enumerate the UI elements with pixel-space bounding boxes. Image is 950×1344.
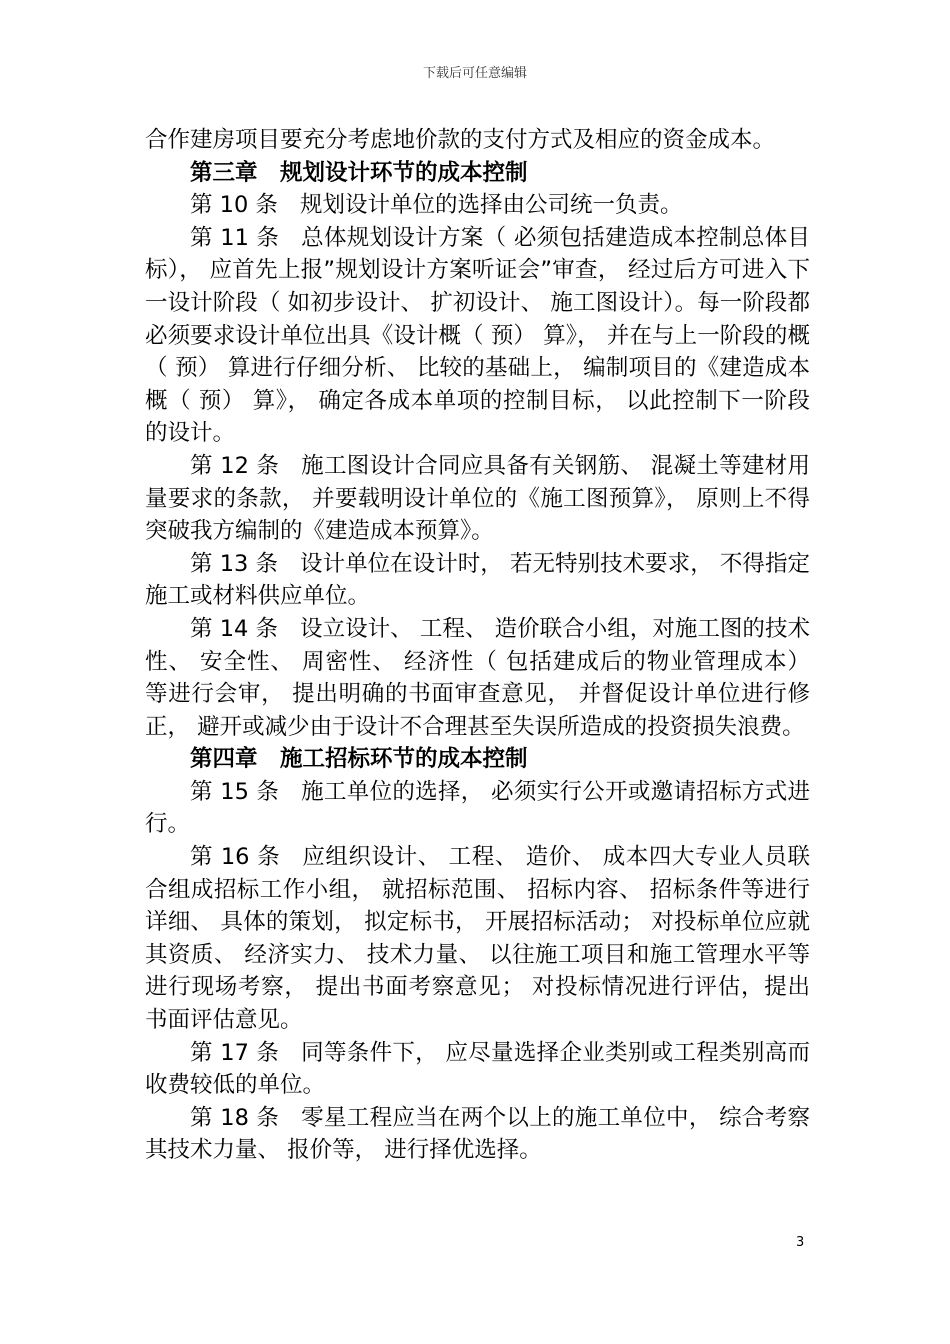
article-text: 施工单位的选择， 必须实行公开或邀请招标方式进行。 (145, 778, 810, 838)
article-10 (145, 189, 810, 222)
article-text: 总体规划设计方案（ 必须包括建造成本控制总体目标）， 应首先上报”规划设计方案听证会”审查， 经过后方可进入下一设计阶段（ 如初步设计、 扩初设计、 施工图设计）。每一阶段都必须要求设计单位出具《设计概（ 预） 算》， 并在与上一阶段的概（ 预） 算进行仔细分析、 比较的基础上， 编制项目的《建造成本概（ 预） 算》， 确定各成本单项的控制目标， 以此控制下一阶段的设计。 (145, 224, 810, 447)
article-number: 第 13 条 (190, 550, 279, 577)
article-15 (145, 776, 810, 841)
page-header: 下载后可任意编辑 (422, 66, 527, 81)
article-11 (145, 222, 810, 450)
continuation-paragraph: 合作建房项目要充分考虑地价款的支付方式及相应的资金成本。 (145, 127, 776, 153)
article-text: 设立设计、 工程、 造价联合小组，对施工图的技术性、 安全性、 周密性、 经济性（ 包括建成后的物业管理成本） 等进行会审， 提出明确的书面审查意见， 并督促设计单位进行修正， 避开或减少由于设计不合理甚至失误所造成的投资损失浪费。 (145, 615, 810, 740)
article-number: 第 16 条 (190, 844, 281, 871)
article-14 (145, 613, 810, 743)
article-17 (145, 1037, 810, 1102)
article-number: 第 12 条 (190, 452, 280, 479)
article-number: 第 10 条 (190, 192, 278, 219)
article-number: 第 17 条 (190, 1039, 280, 1066)
chapter-4-heading: 第四章 施工招标环节的成本控制 (190, 746, 528, 773)
article-16 (145, 841, 810, 1037)
article-text: 设计单位在设计时， 若无特别技术要求， 不得指定施工或材料供应单位。 (145, 550, 810, 610)
page-number: 3 (796, 1235, 805, 1250)
article-18 (145, 1102, 810, 1167)
document-body (145, 124, 810, 1167)
article-text: 零星工程应当在两个以上的施工单位中， 综合考察其技术力量、 报价等， 进行择优选择。 (145, 1104, 810, 1164)
article-number: 第 15 条 (190, 778, 280, 805)
chapter-3-heading: 第三章 规划设计环节的成本控制 (190, 159, 528, 186)
article-text: 施工图设计合同应具备有关钢筋、 混凝土等建材用量要求的条款， 并要载明设计单位的《施工图预算》， 原则上不得突破我方编制的《建造成本预算》。 (145, 452, 810, 545)
article-number: 第 18 条 (190, 1104, 280, 1131)
article-text: 应组织设计、 工程、 造价、 成本四大专业人员联合组成招标工作小组， 就招标范围、 招标内容、 招标条件等进行详细、 具体的策划， 拟定标书， 开展招标活动； 对投标单位应就其资质、 经济实力、 技术力量、 以往施工项目和施工管理水平等进行现场考察， 提出书面考察意见； 对投标情况进行评估，提出书面评估意见。 (145, 844, 810, 1034)
article-text: 同等条件下， 应尽量选择企业类别或工程类别高而收费较低的单位。 (145, 1039, 810, 1099)
article-number: 第 11 条 (190, 224, 280, 251)
article-13 (145, 548, 810, 613)
article-text: 规划设计单位的选择由公司统一负责。 (299, 192, 683, 219)
article-12 (145, 450, 810, 548)
article-number: 第 14 条 (190, 615, 279, 642)
